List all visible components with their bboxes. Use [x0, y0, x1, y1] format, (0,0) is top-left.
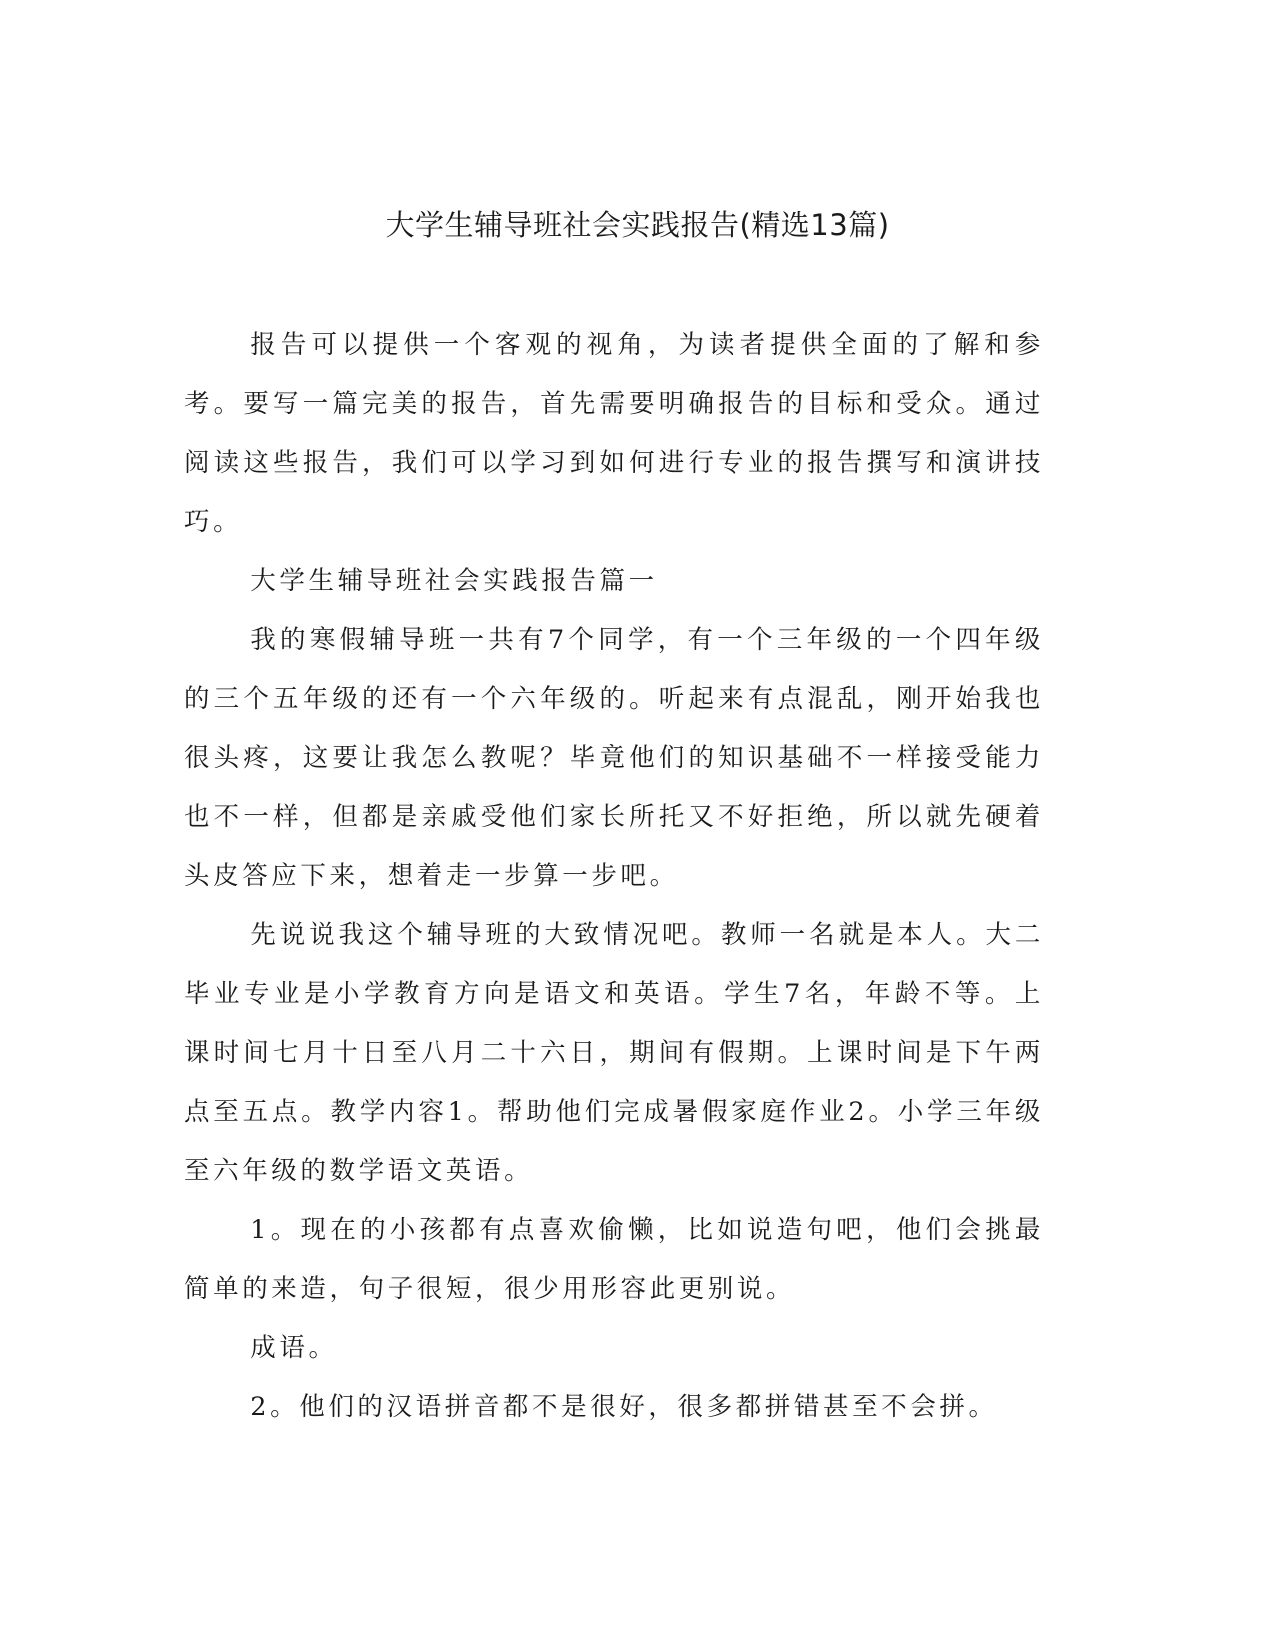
- body-paragraph: 我的寒假辅导班一共有7个同学，有一个三年级的一个四年级的三个五年级的还有一个六年级的。听起来有点混乱，刚开始我也很头疼，这要让我怎么教呢？毕竟他们的知识基础不一样接受能力也不一样，但都是亲戚受他们家长所托又不好拒绝，所以就先硬着头皮答应下来，想着走一步算一步吧。: [184, 625, 1044, 891]
- section-heading: 大学生辅导班社会实践报告篇一: [250, 566, 658, 596]
- list-item: 1。现在的小孩都有点喜欢偷懒，比如说造句吧，他们会挑最简单的来造，句子很短，很少用形容此更别说。: [184, 1215, 1044, 1304]
- list-item: 2。他们的汉语拼音都不是很好，很多都拼错甚至不会拼。: [250, 1392, 998, 1422]
- document-body: [184, 316, 1044, 1437]
- body-paragraph: 先说说我这个辅导班的大致情况吧。教师一名就是本人。大二毕业专业是小学教育方向是语文和英语。学生7名，年龄不等。上课时间七月十日至八月二十六日，期间有假期。上课时间是下午两点至五点。教学内容1。帮助他们完成暑假家庭作业2。小学三年级至六年级的数学语文英语。: [184, 920, 1044, 1186]
- document-title: 大学生辅导班社会实践报告(精选13篇): [385, 208, 890, 242]
- intro-paragraph: 报告可以提供一个客观的视角，为读者提供全面的了解和参考。要写一篇完美的报告，首先需要明确报告的目标和受众。通过阅读这些报告，我们可以学习到如何进行专业的报告撰写和演讲技巧。: [184, 330, 1044, 537]
- body-paragraph: 成语。: [250, 1333, 338, 1363]
